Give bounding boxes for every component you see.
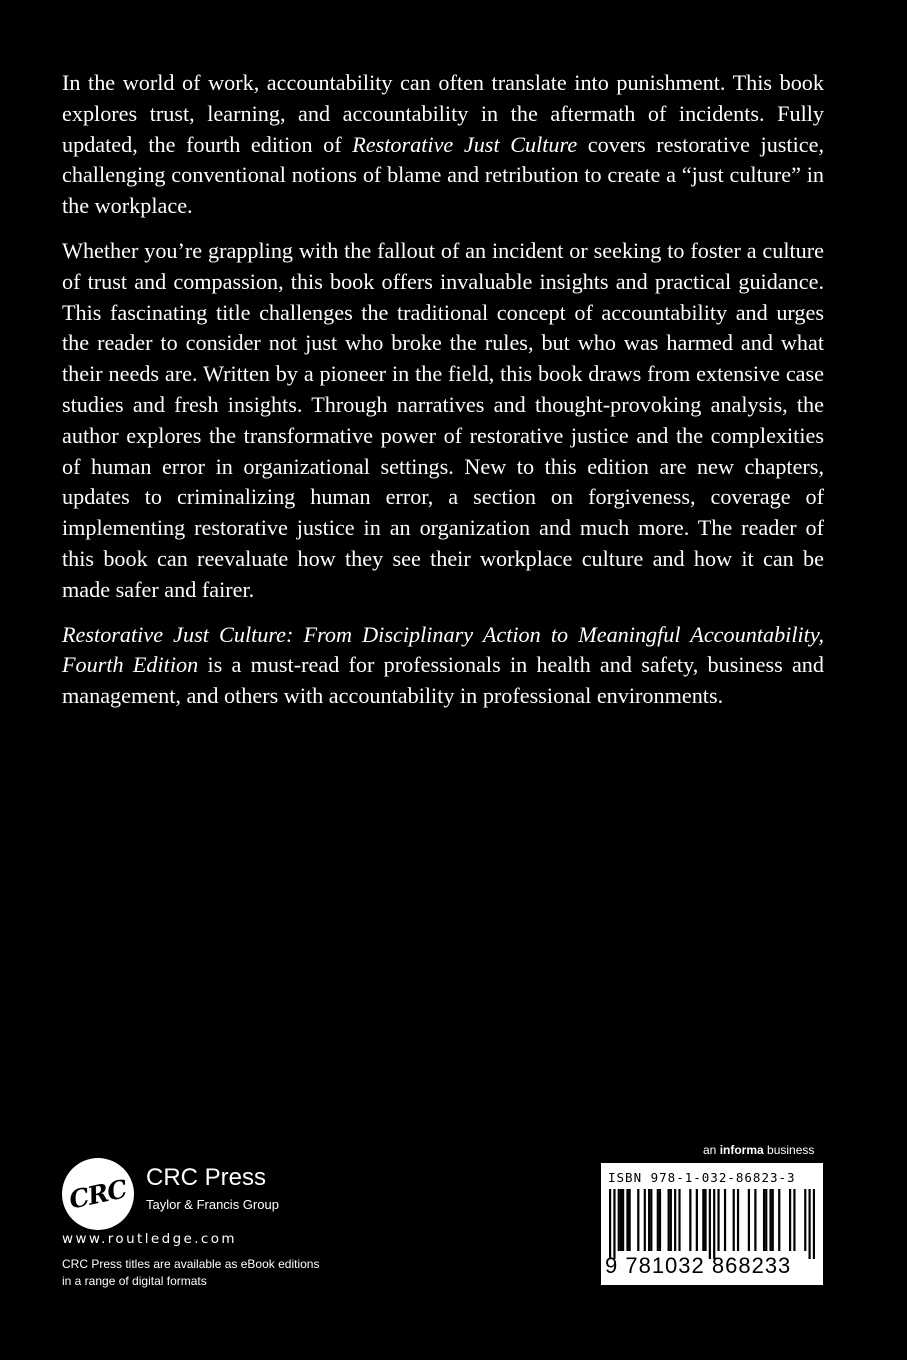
- blurb-paragraph-1: [62, 68, 824, 222]
- ebook-note: CRC Press titles are available as eBook editions in a range of digital formats: [62, 1257, 320, 1288]
- barcode-bar: [648, 1189, 650, 1251]
- back-cover-blurb: [62, 68, 824, 726]
- barcode-bar: [724, 1189, 726, 1251]
- barcode-bars: [609, 1189, 815, 1259]
- barcode-bar: [754, 1189, 756, 1251]
- publisher-block: [62, 1158, 362, 1298]
- blurb-p1-text-a: In the world of work, accountability can often translate into punishment. This book explores trust, learning, and accountability in the aftermath of incidents. Fully updated, the fourth edition of: [62, 70, 824, 157]
- blurb-p1-text-b: covers restorative justice, challenging conventional notions of blame and retribution to create a “just culture” in the workplace.: [62, 131, 824, 219]
- informa-prefix: an: [703, 1143, 720, 1157]
- isbn-label: ISBN 978-1-032-86823-3: [608, 1170, 796, 1185]
- barcode-bar: [737, 1189, 739, 1251]
- crc-logo-icon: [62, 1158, 134, 1230]
- book-title-italic: Restorative Just Culture: [352, 131, 578, 157]
- barcode-bar: [618, 1189, 620, 1251]
- barcode-bar: [609, 1189, 611, 1259]
- barcode-bar: [763, 1189, 765, 1251]
- barcode-bar: [709, 1189, 711, 1259]
- informa-bold: informa: [719, 1143, 764, 1157]
- barcode-bar: [804, 1189, 806, 1251]
- blurb-paragraph-3: [62, 620, 824, 712]
- barcode-bar: [717, 1189, 719, 1251]
- barcode-bar: [637, 1189, 639, 1251]
- barcode-bar: [659, 1189, 661, 1251]
- isbn-barcode: [601, 1163, 823, 1285]
- barcode-bar: [674, 1189, 676, 1251]
- barcode-bar: [778, 1189, 780, 1251]
- barcode-bar: [713, 1189, 715, 1259]
- barcode-bar: [702, 1189, 704, 1251]
- barcode-bar: [668, 1189, 670, 1251]
- blurb-p3-text: is a must-read for professionals in health and safety, business and management, and others with accountability in professional environments.: [62, 652, 824, 709]
- blurb-paragraph-2: Whether you’re grappling with the fallout of an incident or seeking to foster a culture of trust and compassion, this book offers invaluable insights and practical guidance. This fascinating title challenges the traditional concept of accountability and urges the reader to consider not just who broke the rules, but who was harmed and what their needs are. Written by a pioneer in the field, this book draws from extensive case studies and fresh insights. Through narratives and thought-provoking analysis, the author explores the transformative power of restorative justice and the complexities of human error in organizational settings. New to this edition are new chapters, updates to criminalizing human error, a section on forgiveness, coverage of implementing restorative justice in an organization and much more. The reader of this book can reevaluate how they see their workplace culture and how it can be made safer and fairer.: [62, 237, 824, 602]
- barcode-bar: [689, 1189, 691, 1251]
- book-full-title-italic: Restorative Just Culture: From Disciplinary Action to Meaningful Accountability, Fourth Edition: [62, 621, 824, 678]
- barcode-bar: [629, 1189, 631, 1251]
- barcode-digits: 9 781032 868233: [605, 1253, 792, 1278]
- barcode-bar: [622, 1189, 624, 1251]
- barcode-bar: [650, 1189, 652, 1251]
- informa-suffix: business: [763, 1143, 815, 1157]
- crc-logo-text: CRC: [66, 1173, 130, 1215]
- barcode-bar: [808, 1189, 810, 1259]
- barcode-bar: [765, 1189, 767, 1251]
- publisher-group: Taylor & Francis Group: [146, 1197, 279, 1212]
- barcode-bar: [813, 1189, 815, 1259]
- informa-business-label: [703, 1143, 814, 1157]
- barcode-bar: [793, 1189, 795, 1251]
- publisher-name: CRC Press: [146, 1164, 267, 1191]
- publisher-website[interactable]: www.routledge.com: [62, 1231, 237, 1247]
- barcode-bar: [748, 1189, 750, 1251]
- barcode-bar: [769, 1189, 771, 1251]
- barcode-bar: [670, 1189, 672, 1251]
- barcode-bar: [696, 1189, 698, 1251]
- barcode-bar: [789, 1189, 791, 1251]
- barcode-bar: [772, 1189, 774, 1251]
- barcode-bar: [704, 1189, 706, 1251]
- barcode-bar: [644, 1189, 646, 1251]
- barcode-bar: [733, 1189, 735, 1251]
- barcode-bar: [657, 1189, 659, 1251]
- barcode-bar: [678, 1189, 680, 1251]
- barcode-bar: [613, 1189, 615, 1259]
- barcode-bar: [620, 1189, 622, 1251]
- barcode-bar: [626, 1189, 628, 1251]
